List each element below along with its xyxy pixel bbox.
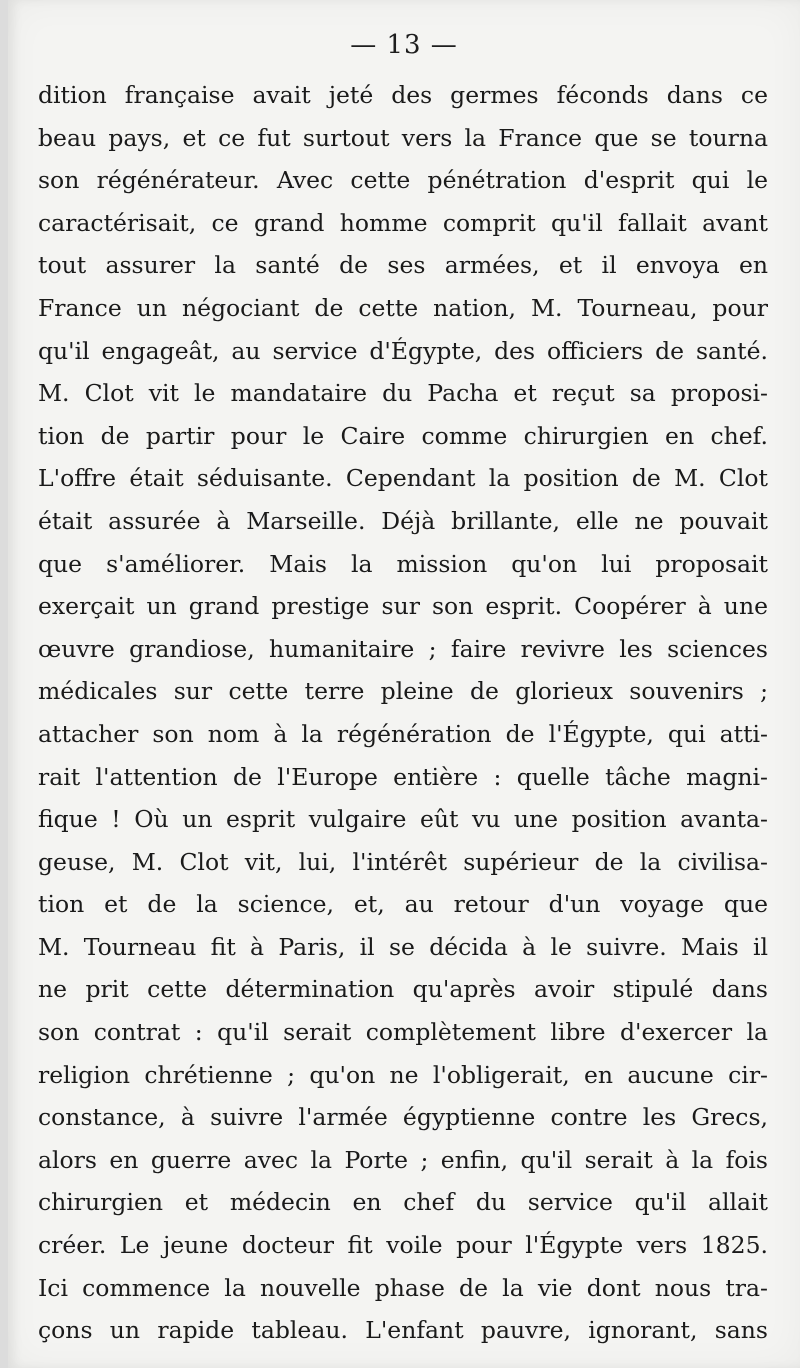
text-line: alors en guerre avec la Porte ; enfin, qu'il serait à la fois xyxy=(38,1145,768,1174)
book-page xyxy=(8,0,800,1368)
text-line: médicales sur cette terre pleine de glorieux souvenirs ; xyxy=(38,677,768,706)
text-line: M. Clot vit le mandataire du Pacha et reçut sa proposi- xyxy=(38,379,768,408)
text-line: geuse, M. Clot vit, lui, l'intérêt supérieur de la civilisa- xyxy=(38,847,768,876)
text-line: tion de partir pour le Caire comme chirurgien en chef. xyxy=(38,421,768,450)
text-line: son contrat : qu'il serait complètement libre d'exercer la xyxy=(38,1018,768,1047)
text-line: œuvre grandiose, humanitaire ; faire revivre les sciences xyxy=(38,634,768,663)
body-text xyxy=(38,74,768,1352)
text-line: M. Tourneau fit à Paris, il se décida à le suivre. Mais il xyxy=(38,932,768,961)
text-line: caractérisait, ce grand homme comprit qu'il fallait avant xyxy=(38,208,768,237)
text-line: dition française avait jeté des germes féconds dans ce xyxy=(38,81,768,109)
text-line: exerçait un grand prestige sur son esprit. Coopérer à une xyxy=(38,592,768,621)
text-line: chirurgien et médecin en chef du service qu'il allait xyxy=(38,1188,768,1217)
text-line: son régénérateur. Avec cette pénétration d'esprit qui le xyxy=(38,166,768,195)
text-line: religion chrétienne ; qu'on ne l'obligerait, en aucune cir- xyxy=(38,1060,768,1089)
text-line: qu'il engageât, au service d'Égypte, des officiers de santé. xyxy=(38,336,768,365)
page-number: — 13 — xyxy=(350,30,458,60)
text-line: tion et de la science, et, au retour d'un voyage que xyxy=(38,890,768,919)
text-line: Ici commence la nouvelle phase de la vie dont nous tra- xyxy=(38,1273,768,1302)
text-line: beau pays, et ce fut surtout vers la France que se tourna xyxy=(38,123,768,152)
text-line: était assurée à Marseille. Déjà brillante, elle ne pouvait xyxy=(38,506,768,535)
text-line: tout assurer la santé de ses armées, et il envoya en xyxy=(38,251,768,280)
text-line: attacher son nom à la régénération de l'Égypte, qui atti- xyxy=(38,719,768,748)
text-line: rait l'attention de l'Europe entière : quelle tâche magni- xyxy=(38,762,768,791)
text-line: créer. Le jeune docteur fit voile pour l'Égypte vers 1825. xyxy=(38,1231,768,1260)
text-line: çons un rapide tableau. L'enfant pauvre, ignorant, sans xyxy=(38,1316,768,1345)
text-line: fique ! Où un esprit vulgaire eût vu une position avanta- xyxy=(38,805,768,834)
text-line: France un négociant de cette nation, M. Tourneau, pour xyxy=(38,293,768,322)
text-line: ne prit cette détermination qu'après avoir stipulé dans xyxy=(38,975,768,1004)
text-line: constance, à suivre l'armée égyptienne contre les Grecs, xyxy=(38,1103,768,1132)
text-line: que s'améliorer. Mais la mission qu'on lui proposait xyxy=(38,549,768,578)
text-line: L'offre était séduisante. Cependant la position de M. Clot xyxy=(38,464,768,493)
